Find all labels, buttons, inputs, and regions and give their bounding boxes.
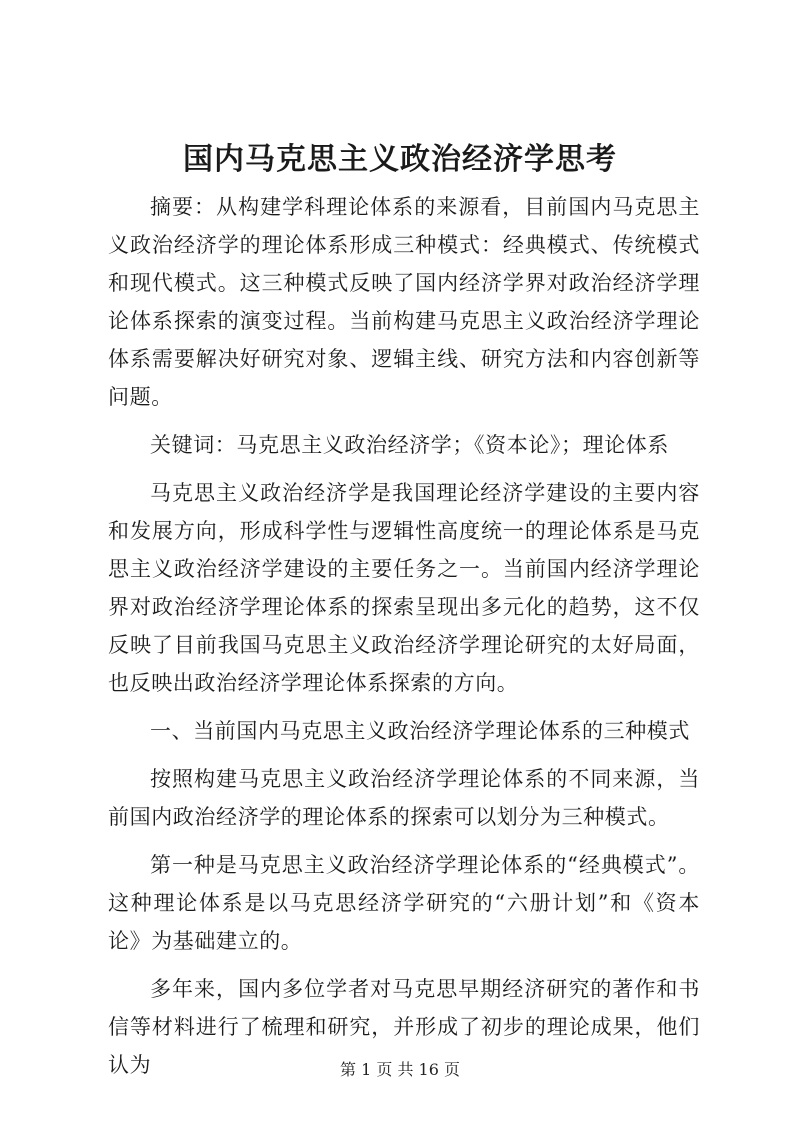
abstract-paragraph: 摘要：从构建学科理论体系的来源看，目前国内马克思主义政治经济学的理论体系形成三种模式：经典模式、传统模式和现代模式。这三种模式反映了国内经济学界对政治经济学理论体系探索的演变过程。当前构建马克思主义政治经济学理论体系需要解决好研究对象、逻辑主线、研究方法和内容创新等问题。 bbox=[108, 195, 700, 409]
body-paragraph: 多年来，国内多位学者对马克思早期经济研究的著作和书信等材料进行了梳理和研究，并形成了初步的理论成果，他们认为 bbox=[108, 977, 700, 1077]
body-paragraph: 马克思主义政治经济学是我国理论经济学建设的主要内容和发展方向，形成科学性与逻辑性高度统一的理论体系是马克思主义政治经济学建设的主要任务之一。当前国内经济学理论界对政治经济学理论体系的探索呈现出多元化的趋势，这不仅反映了目前我国马克思主义政治经济学理论研究的太好局面，也反映出政治经济学理论体系探索的方向。 bbox=[108, 481, 700, 695]
keywords-paragraph: 关键词：马克思主义政治经济学；《资本论》；理论体系 bbox=[150, 433, 669, 457]
document-body bbox=[108, 188, 700, 1094]
body-paragraph: 第一种是马克思主义政治经济学理论体系的“经典模式”。这种理论体系是以马克思经济学研究的“六册计划”和《资本论》为基础建立的。 bbox=[108, 853, 700, 953]
body-paragraph: 按照构建马克思主义政治经济学理论体系的不同来源，当前国内政治经济学的理论体系的探索可以划分为三种模式。 bbox=[108, 767, 700, 829]
page-footer: 第 1 页 共 16 页 bbox=[340, 1060, 460, 1079]
section-heading: 一、当前国内马克思主义政治经济学理论体系的三种模式 bbox=[150, 719, 690, 743]
document-title: 国内马克思主义政治经济学思考 bbox=[183, 142, 617, 177]
